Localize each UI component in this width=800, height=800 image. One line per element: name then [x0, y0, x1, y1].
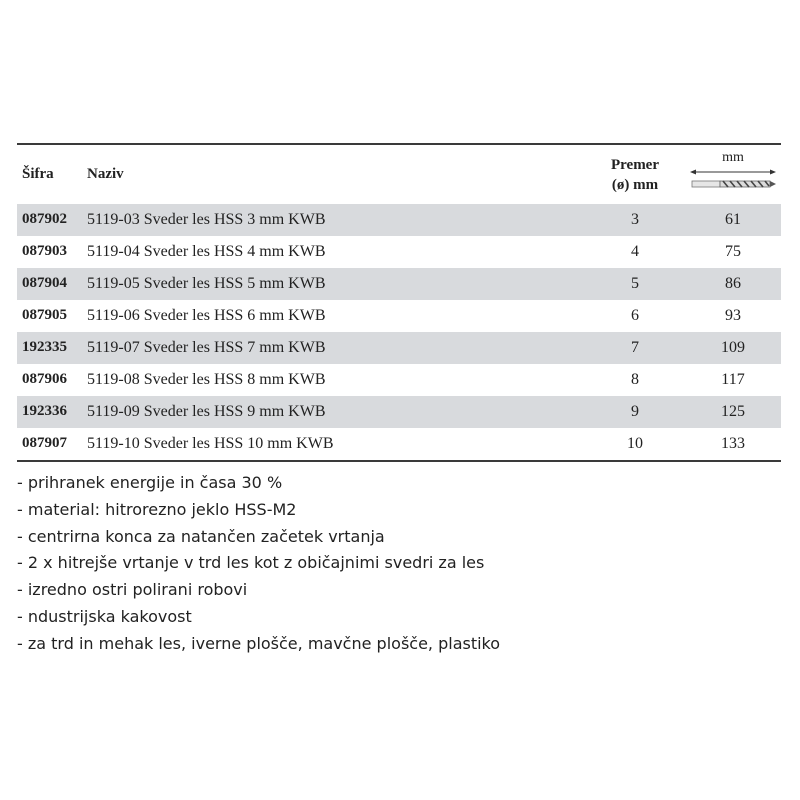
table-bottom-rule [17, 460, 781, 462]
row-code: 087907 [22, 435, 67, 451]
row-code: 192336 [22, 403, 67, 419]
header-diameter-line2: (ø) mm [611, 177, 659, 193]
feature-item: - prihranek energije in časa 30 % [17, 473, 283, 492]
row-name: 5119-09 Sveder les HSS 9 mm KWB [87, 403, 326, 420]
table-row [17, 396, 781, 428]
row-code: 192335 [22, 339, 67, 355]
row-name: 5119-05 Sveder les HSS 5 mm KWB [87, 275, 326, 292]
feature-item: - za trd in mehak les, iverne plošče, mavčne plošče, plastiko [17, 633, 501, 653]
row-length: 117 [721, 371, 745, 388]
row-length: 75 [725, 243, 741, 260]
row-diameter: 9 [631, 403, 639, 420]
row-name: 5119-10 Sveder les HSS 10 mm KWB [87, 435, 334, 452]
row-diameter: 5 [631, 275, 639, 292]
feature-item: - material: hitrorezno jeklo HSS-M2 [17, 499, 297, 519]
row-code: 087903 [22, 243, 67, 259]
table-header [17, 145, 781, 204]
row-code: 087902 [22, 211, 67, 227]
row-diameter: 7 [631, 339, 639, 356]
row-name: 5119-03 Sveder les HSS 3 mm KWB [87, 211, 326, 228]
row-length: 133 [721, 435, 745, 452]
table-row [17, 428, 781, 460]
feature-item: - centrirna konca za natančen začetek vrtanja [17, 526, 385, 546]
header-length-unit: mm [722, 150, 744, 165]
row-diameter: 8 [631, 371, 639, 388]
table-body [17, 204, 781, 460]
row-length: 93 [725, 307, 741, 324]
table-row [17, 236, 781, 268]
row-code: 087905 [22, 307, 67, 323]
header-diameter-line1: Premer [610, 157, 660, 173]
row-diameter: 3 [631, 211, 639, 228]
row-code: 087904 [22, 275, 67, 291]
row-diameter: 6 [631, 307, 639, 324]
header-length [689, 151, 777, 195]
row-name: 5119-04 Sveder les HSS 4 mm KWB [87, 243, 326, 260]
header-name: Naziv [87, 166, 124, 182]
row-name: 5119-07 Sveder les HSS 7 mm KWB [87, 339, 326, 356]
header-code: Šifra [22, 166, 54, 182]
drill-bit-icon [689, 167, 777, 195]
feature-item: - 2 x hitrejše vrtanje v trd les kot z običajnimi svedri za les [17, 553, 485, 573]
row-length: 125 [721, 403, 745, 420]
table-row [17, 300, 781, 332]
product-table [17, 143, 781, 462]
table-row [17, 364, 781, 396]
feature-list [17, 470, 777, 658]
row-diameter: 4 [631, 243, 639, 260]
table-row [17, 332, 781, 364]
header-diameter [602, 155, 668, 195]
row-code: 087906 [22, 371, 67, 387]
row-length: 86 [725, 275, 741, 292]
row-diameter: 10 [627, 435, 643, 452]
feature-item: - izredno ostri polirani robovi [17, 580, 248, 600]
feature-item: - ndustrijska kakovost [17, 606, 192, 626]
row-name: 5119-06 Sveder les HSS 6 mm KWB [87, 307, 326, 324]
row-name: 5119-08 Sveder les HSS 8 mm KWB [87, 371, 326, 388]
row-length: 109 [721, 339, 745, 356]
table-row [17, 268, 781, 300]
table-row [17, 204, 781, 236]
row-length: 61 [725, 211, 741, 228]
